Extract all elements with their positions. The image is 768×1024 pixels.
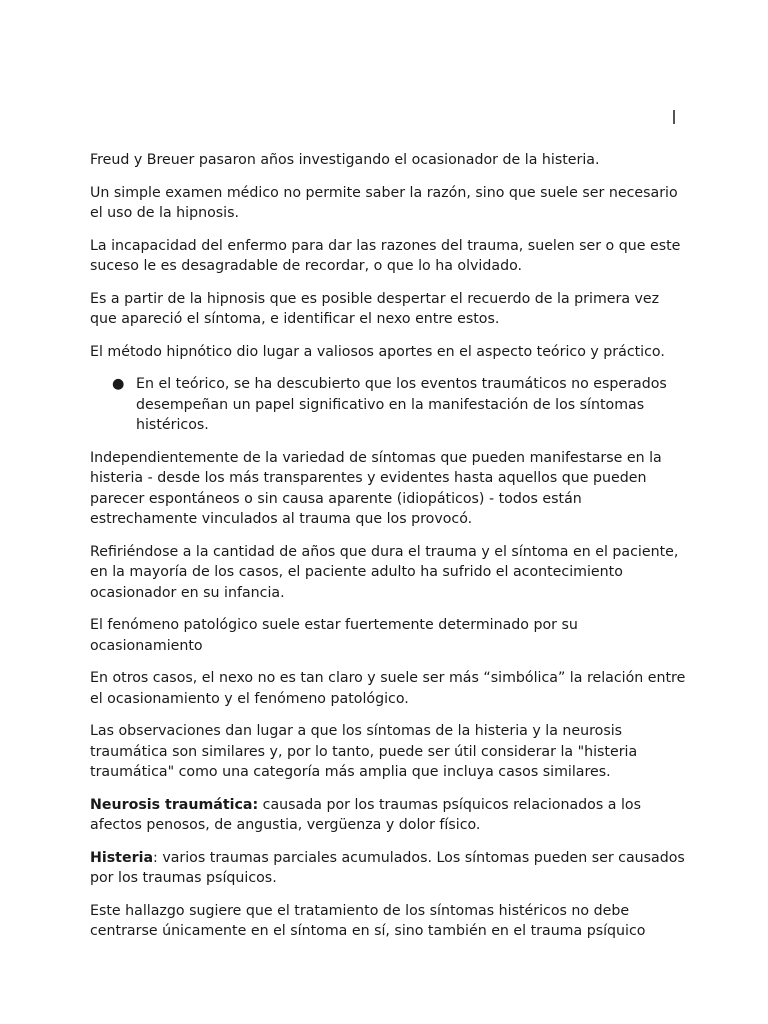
definition-text: causada por los traumas psíquicos relacionados a los afectos penosos, de angustia, vergüenza y dolor físico. <box>90 796 641 833</box>
list-item-text: En el teórico, se ha descubierto que los eventos traumáticos no esperados desempeñan un papel significativo en la manifestación de los síntomas histéricos. <box>136 376 667 433</box>
paragraph-2: Un simple examen médico no permite saber la razón, sino que suele ser necesario el uso de la hipnosis. <box>90 184 678 221</box>
paragraph-7: Refiriéndose a la cantidad de años que dura el trauma y el síntoma en el paciente, en la mayoría de los casos, el paciente adulto ha sufrido el acontecimiento ocasionador en su infancia. <box>90 543 679 601</box>
text-cursor <box>673 110 675 124</box>
list-item <box>90 374 690 436</box>
paragraph-8: El fenómeno patológico suele estar fuertemente determinado por su ocasionamiento <box>90 617 578 654</box>
definition-term: Neurosis traumática: <box>90 796 259 813</box>
definition-text: : varios traumas parciales acumulados. Los síntomas pueden ser causados por los traumas psíquicos. <box>90 849 685 886</box>
definition-term: Histeria <box>90 849 154 866</box>
paragraph-5: El método hipnótico dio lugar a valiosos aportes en el aspecto teórico y práctico. <box>90 343 665 360</box>
bullet-list <box>90 374 690 436</box>
paragraph-10: Las observaciones dan lugar a que los síntomas de la histeria y la neurosis traumática son similares y, por lo tanto, puede ser útil considerar la "histeria traumática" como una categoría más amplia que incluya casos similares. <box>90 723 638 780</box>
bullet-icon: ● <box>112 376 125 392</box>
paragraph-6: Independientemente de la variedad de síntomas que pueden manifestarse en la histeria - desde los más transparentes y evidentes hasta aquellos que pueden parecer espontáneos o sin causa aparente (idiopáticos) - todos están estrechamente vinculados al trauma que los provocó. <box>90 449 662 527</box>
definition-neurosis <box>90 795 690 836</box>
final-paragraph: Este hallazgo sugiere que el tratamiento de los síntomas histéricos no debe centrarse únicamente en el síntoma en sí, sino también en el trauma psíquico <box>90 902 646 939</box>
definition-histeria <box>90 848 690 889</box>
paragraph-3: La incapacidad del enfermo para dar las razones del trauma, suelen ser o que este suceso le es desagradable de recordar, o que lo ha olvidado. <box>90 237 681 274</box>
paragraph-1: Freud y Breuer pasaron años investigando el ocasionador de la histeria. <box>90 152 600 168</box>
paragraph-9: En otros casos, el nexo no es tan claro y suele ser más “simbólica” la relación entre el ocasionamiento y el fenómeno patológico. <box>90 670 686 707</box>
paragraph-4: Es a partir de la hipnosis que es posible despertar el recuerdo de la primera vez que apareció el síntoma, e identificar el nexo entre estos. <box>90 290 660 327</box>
document-body <box>90 150 690 954</box>
